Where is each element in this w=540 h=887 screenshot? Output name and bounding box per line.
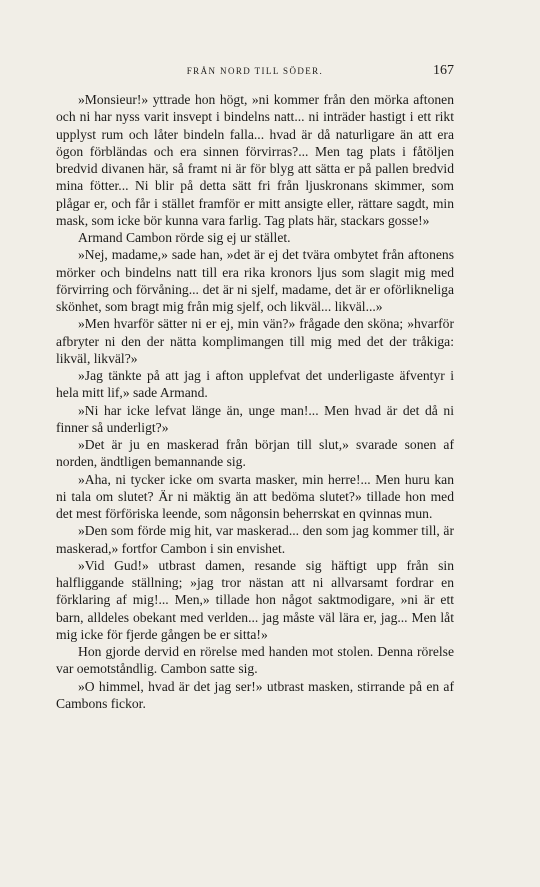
paragraph: »Monsieur!» yttrade hon högt, »ni kommer från den mörka aftonen och ni har nyss varit insvept i bindelns natt... ni inträder hastigt i ett rikt upplyst rum och låter bindeln falla... hvad är då naturligare än att era ögon förbländas och era sinnen förvirras?... Men tag plats i fåtöljen bredvid divanen här, så framt ni är för blyg att sätta er på pallen bredvid mina fötter... Ni blir på detta sätt fri från ljuskronans skimmer, som plågar er, och får i stället framför er mitt ansigte eller, rättare sagdt, min mask, som icke bör kunna vara farlig. Tag plats här, stackars gosse!»	[56, 92, 454, 228]
paragraph: »Nej, madame,» sade han, »det är ej det tvära ombytet från aftonens mörker och bindelns natt till era rika kronors ljus som slagit mig med förvirring och förvåning... det är ni sjelf, madame, det är er oförlikneliga skönhet, som bragt mig från mig sjelf, och likväl... likväl...»	[56, 247, 454, 314]
paragraph: »Jag tänkte på att jag i afton upplefvat det underligaste äfventyr i hela mitt lif,» sade Armand.	[56, 368, 454, 401]
paragraph: »Men hvarför sätter ni er ej, min vän?» frågade den sköna; »hvarför afbryter ni den der nätta komplimangen till mig med det der tråkiga: likväl, likväl?»	[56, 316, 454, 366]
paragraph: »Vid Gud!» utbrast damen, resande sig häftigt upp från sin halfliggande ställning; »jag tror nästan att ni allvarsamt fordrar en förklaring af mig!... Men,» tillade hon något saktmodigare, »ni är ett barn, alldeles obekant med verlden... jag måste väl lära er, jag... Men låt mig icke för fjerde gången be er sitta!»	[56, 557, 454, 642]
body-text	[56, 91, 454, 712]
running-head	[56, 62, 454, 80]
running-title: FRÅN NORD TILL SÖDER.	[186, 66, 324, 76]
paragraph: »Aha, ni tycker icke om svarta masker, min herre!... Men huru kan ni tala om slutet? Är ni mäktig än att bedöma slutet?» tillade hon med det mest förföriska leende, som någonsin beherrskat en qvinnas mun.	[56, 471, 454, 521]
paragraph: »O himmel, hvad är det jag ser!» utbrast masken, stirrande på en af Cambons fickor.	[56, 678, 454, 711]
page-number: 167	[433, 63, 454, 78]
paragraph: »Det är ju en maskerad från början till slut,» svarade sonen af norden, ändtligen bemannande sig.	[56, 437, 454, 470]
paragraph: »Den som förde mig hit, var maskerad... den som jag kommer till, är maskerad,» fortfor Cambon i sin envishet.	[56, 523, 454, 556]
paragraph: Armand Cambon rörde sig ej ur stället.	[78, 230, 291, 245]
paragraph: Hon gjorde dervid en rörelse med handen mot stolen. Denna rörelse var oemotståndlig. Cambon satte sig.	[56, 644, 454, 677]
paragraph: »Ni har icke lefvat länge än, unge man!... Men hvad är det då ni finner så underligt?»	[56, 402, 454, 435]
